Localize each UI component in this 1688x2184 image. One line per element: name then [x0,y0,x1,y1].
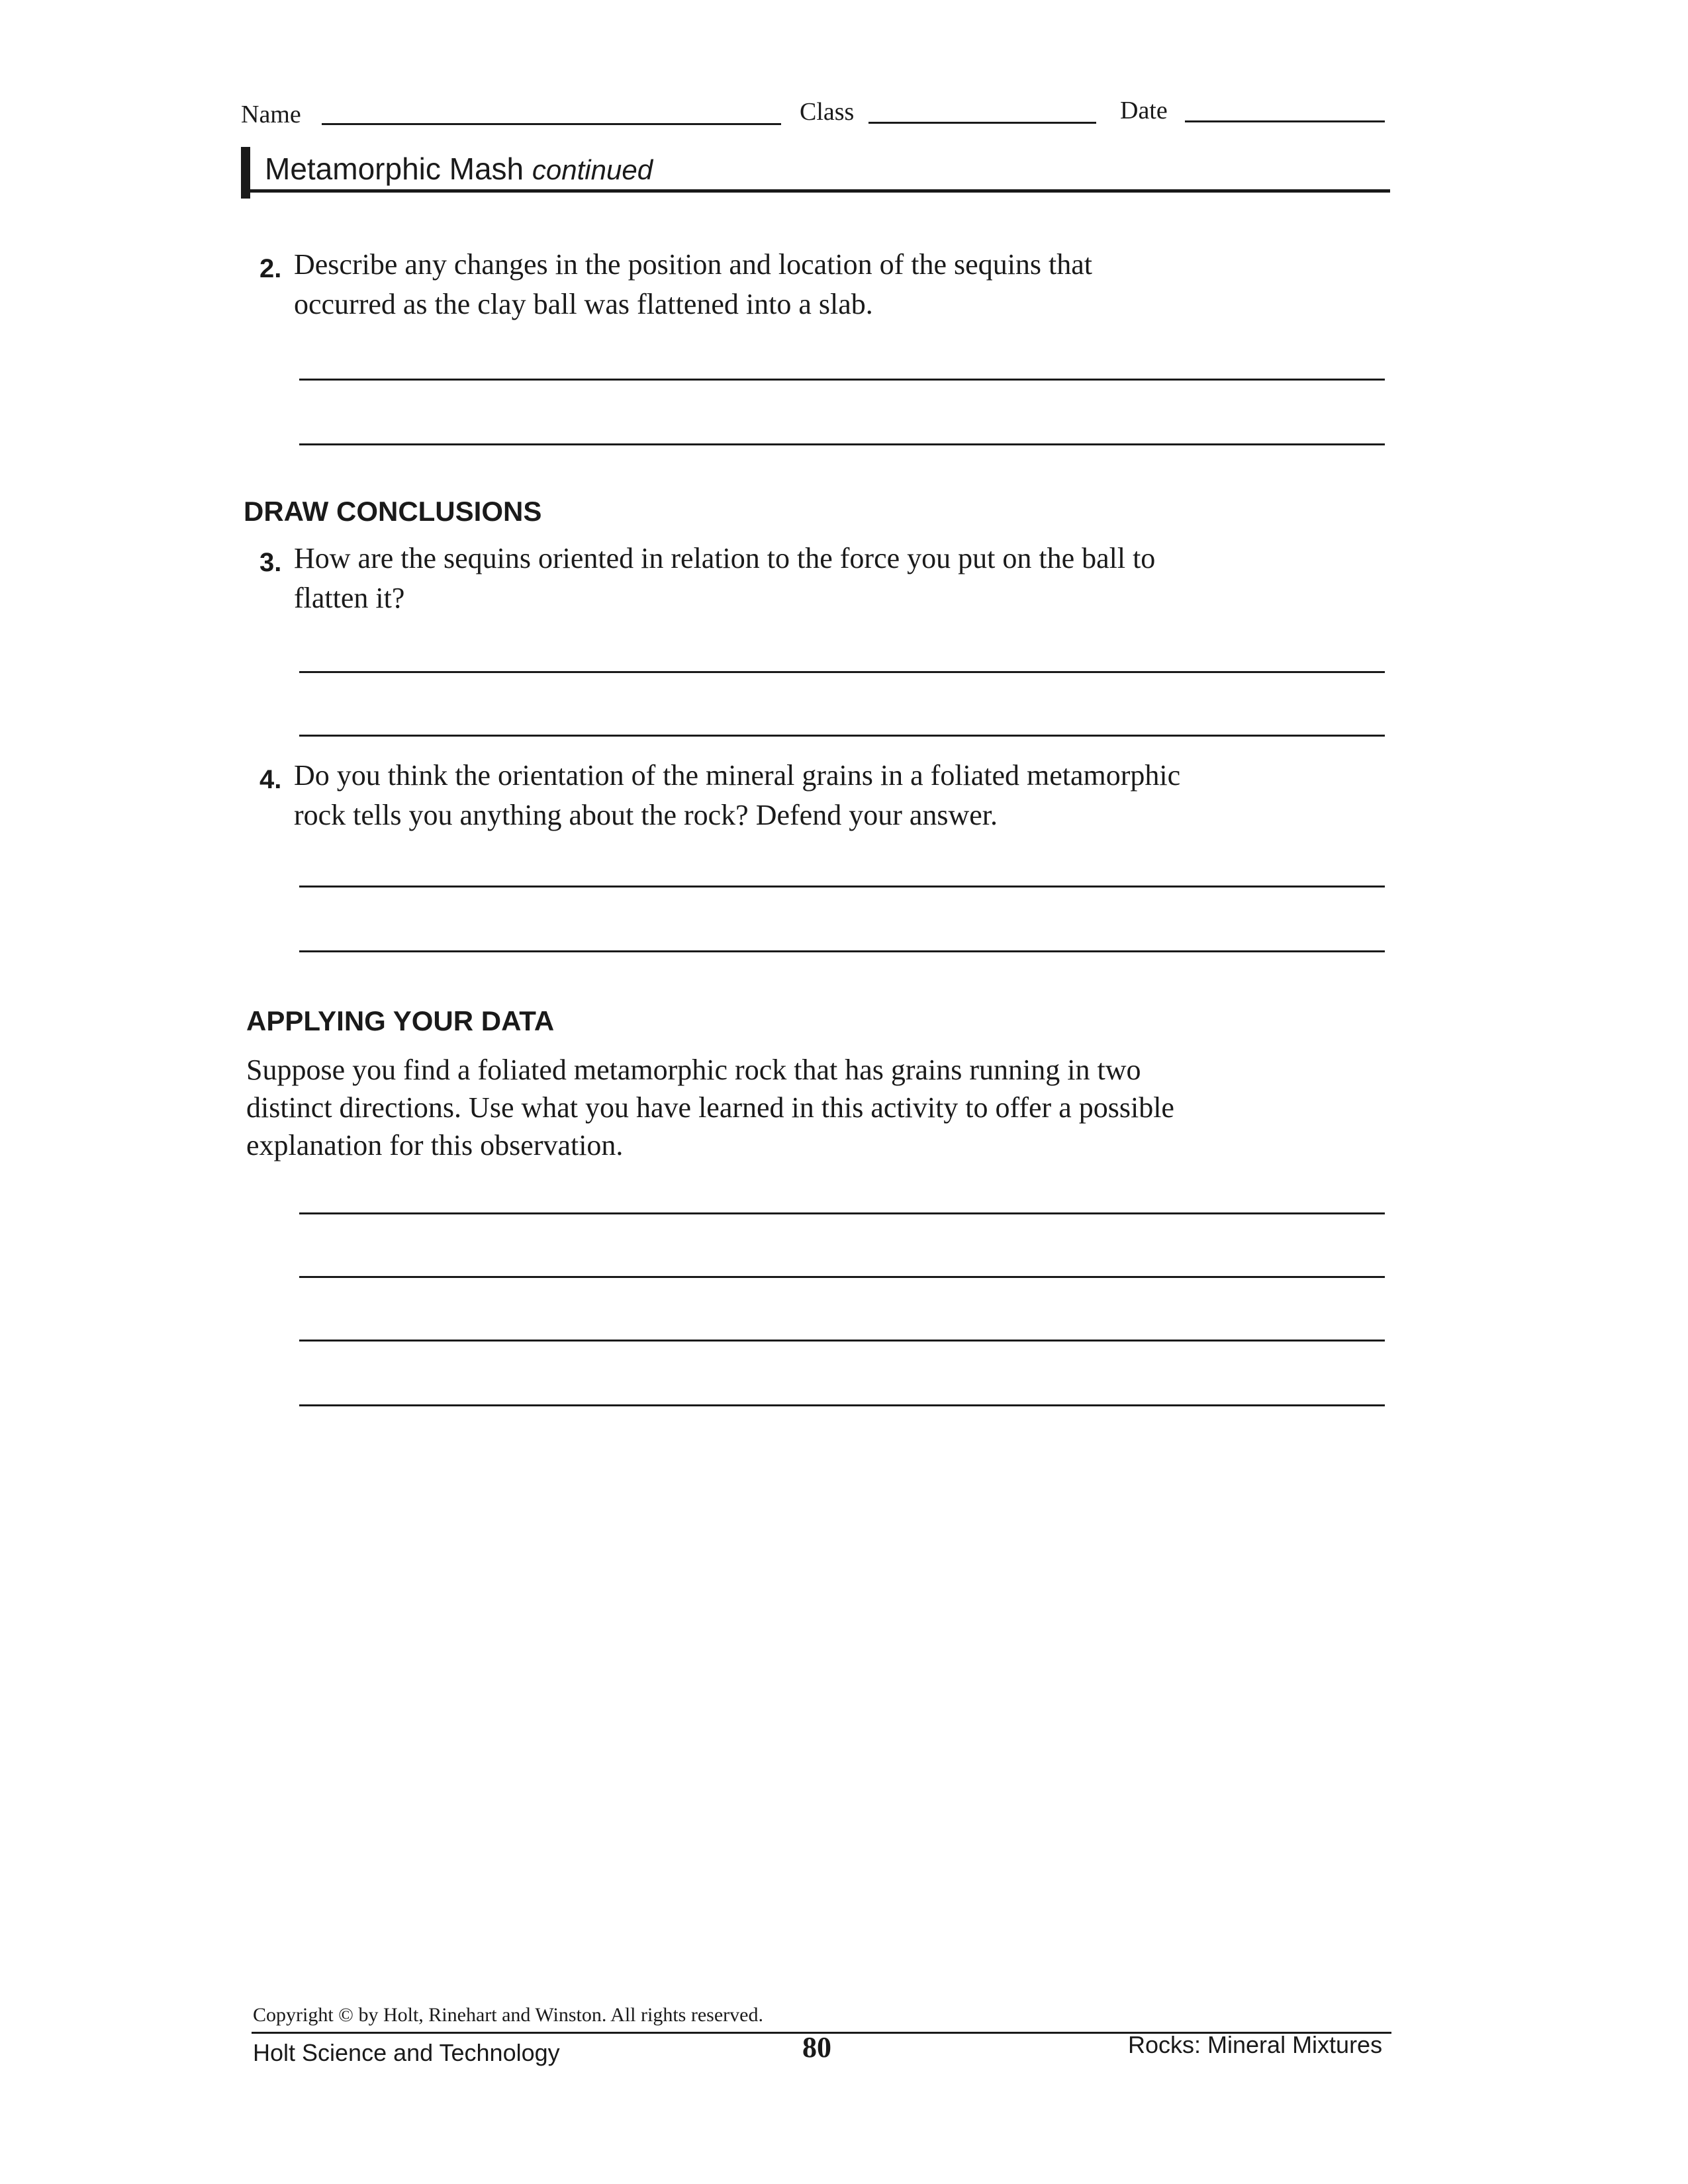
question-4-answer-line-1[interactable] [299,886,1385,887]
question-4-text [294,756,1380,835]
applying-data-heading: APPLYING YOUR DATA [246,1005,555,1036]
class-field[interactable] [868,122,1096,124]
footer-page-number: 80 [802,2031,831,2064]
name-label: Name [241,101,301,128]
applying-data-paragraph [246,1051,1385,1164]
question-3-text [294,539,1380,618]
question-3-line-2: flatten it? [294,582,405,614]
date-field[interactable] [1185,120,1385,122]
question-2-answer-line-1[interactable] [299,379,1385,381]
applying-line-1: Suppose you find a foliated metamorphic rock that has grains running in two [246,1054,1141,1086]
footer-copyright: Copyright © by Holt, Rinehart and Winston. All rights reserved. [253,2004,763,2026]
question-2-number: 2. [259,254,282,283]
question-3-answer-line-1[interactable] [299,671,1385,673]
footer-chapter: Rocks: Mineral Mixtures [1128,2031,1383,2058]
name-field[interactable] [322,123,781,125]
question-2-line-2: occurred as the clay ball was flattened into a slab. [294,288,873,320]
title-suffix: continued [532,154,653,185]
question-4-line-1: Do you think the orientation of the mineral grains in a foliated metamorphic [294,759,1181,792]
applying-line-3: explanation for this observation. [246,1129,624,1161]
applying-answer-line-4[interactable] [299,1404,1385,1406]
question-2-line-1: Describe any changes in the position and location of the sequins that [294,248,1093,281]
question-4-answer-line-2[interactable] [299,950,1385,952]
title-main: Metamorphic Mash [265,152,524,186]
question-2-text [294,245,1380,324]
class-label: Class [800,98,855,126]
page-title [265,154,653,184]
question-3-line-1: How are the sequins oriented in relation to the force you put on the ball to [294,542,1156,574]
question-4-number: 4. [259,765,282,794]
question-3-answer-line-2[interactable] [299,735,1385,737]
footer-publisher: Holt Science and Technology [253,2039,560,2066]
draw-conclusions-heading: DRAW CONCLUSIONS [244,496,542,527]
question-2-answer-line-2[interactable] [299,443,1385,445]
applying-answer-line-1[interactable] [299,1212,1385,1214]
applying-line-2: distinct directions. Use what you have learned in this activity to offer a possible [246,1091,1174,1124]
question-3-number: 3. [259,548,282,577]
question-4-line-2: rock tells you anything about the rock? Defend your answer. [294,799,998,831]
applying-answer-line-2[interactable] [299,1276,1385,1278]
date-label: Date [1120,97,1168,124]
applying-answer-line-3[interactable] [299,1340,1385,1342]
title-underline [241,189,1390,193]
